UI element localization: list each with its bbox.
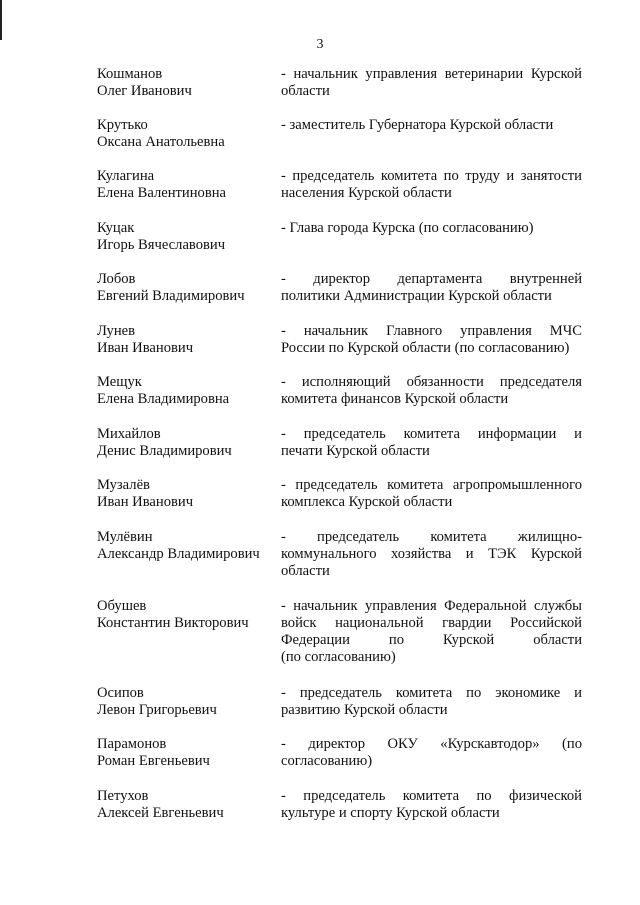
member-name [97, 788, 277, 822]
member-role [281, 788, 582, 822]
member-surname: Крутько [97, 117, 148, 133]
member-given-names: Игорь Вячеславович [97, 237, 226, 253]
role-line: войск национальной гвардии Российской [281, 615, 582, 631]
role-line: комитета финансов Курской области [281, 391, 509, 407]
role-line: - председатель комитета агропромышленного [281, 477, 582, 493]
member-surname: Куцак [97, 220, 135, 236]
member-role [281, 685, 582, 719]
member-given-names: Елена Владимировна [97, 391, 230, 407]
member-surname: Лобов [97, 271, 136, 287]
role-line: - начальник Главного управления МЧС [281, 323, 582, 339]
role-line: (по согласованию) [281, 649, 396, 665]
member-name [97, 271, 277, 305]
member-role [281, 271, 582, 305]
member-role [281, 220, 582, 237]
role-line: комплекса Курской области [281, 494, 453, 510]
member-role [281, 426, 582, 460]
member-surname: Музалёв [97, 477, 150, 493]
member-surname: Кулагина [97, 168, 155, 184]
role-line: - председатель комитета информации и [281, 426, 582, 442]
page-number: 3 [316, 37, 324, 52]
member-surname: Петухов [97, 788, 149, 804]
member-name [97, 685, 277, 719]
role-line: - заместитель Губернатора Курской области [281, 117, 554, 133]
member-given-names: Иван Иванович [97, 340, 194, 356]
member-given-names: Евгений Владимирович [97, 288, 245, 304]
role-line: культуре и спорту Курской области [281, 805, 500, 821]
member-name [97, 598, 277, 632]
member-name [97, 477, 277, 511]
role-line: - директор департамента внутренней [281, 271, 582, 287]
member-role [281, 66, 582, 100]
role-line: согласованию) [281, 753, 373, 769]
margin-mark [0, 0, 2, 40]
member-role [281, 477, 582, 511]
role-line: политики Администрации Курской области [281, 288, 552, 304]
member-name [97, 220, 277, 254]
member-given-names: Денис Владимирович [97, 443, 232, 459]
role-line: области [281, 563, 330, 579]
member-name [97, 374, 277, 408]
member-given-names: Роман Евгеньевич [97, 753, 210, 769]
role-line: населения Курской области [281, 185, 452, 201]
member-surname: Михайлов [97, 426, 161, 442]
member-name [97, 736, 277, 770]
member-surname: Парамонов [97, 736, 167, 752]
role-line: - начальник управления Федеральной службы [281, 598, 582, 614]
member-name [97, 66, 277, 100]
member-role [281, 374, 582, 408]
role-line: России по Курской области (по согласованию) [281, 340, 570, 356]
member-surname: Мулёвин [97, 529, 153, 545]
member-surname: Кошманов [97, 66, 163, 82]
member-surname: Мещук [97, 374, 142, 390]
member-name [97, 426, 277, 460]
member-name [97, 168, 277, 202]
member-given-names: Алексей Евгеньевич [97, 805, 224, 821]
member-role [281, 168, 582, 202]
member-role [281, 323, 582, 357]
member-name [97, 529, 277, 563]
member-surname: Лунев [97, 323, 136, 339]
member-surname: Осипов [97, 685, 144, 701]
role-line: - директор ОКУ «Курскавтодор» (по [281, 736, 582, 752]
role-line: - председатель комитета по физической [281, 788, 582, 804]
member-name [97, 323, 277, 357]
member-role [281, 117, 582, 134]
member-role [281, 736, 582, 770]
role-line: - председатель комитета по экономике и [281, 685, 582, 701]
role-line: печати Курской области [281, 443, 430, 459]
member-role [281, 598, 582, 666]
member-given-names: Иван Иванович [97, 494, 194, 510]
role-line: развитию Курской области [281, 702, 448, 718]
role-line: Федерации по Курской области [281, 632, 582, 648]
role-line: - председатель комитета жилищно- [281, 529, 582, 545]
member-name [97, 117, 277, 151]
member-given-names: Оксана Анатольевна [97, 134, 225, 150]
member-role [281, 529, 582, 580]
role-line: - начальник управления ветеринарии Курской [281, 66, 582, 82]
member-surname: Обушев [97, 598, 147, 614]
role-line: - Глава города Курска (по согласованию) [281, 220, 534, 236]
role-line: - председатель комитета по труду и занятости [281, 168, 582, 184]
member-given-names: Константин Викторович [97, 615, 249, 631]
role-line: коммунального хозяйства и ТЭК Курской [281, 546, 582, 562]
member-given-names: Олег Иванович [97, 83, 192, 99]
role-line: - исполняющий обязанности председателя [281, 374, 582, 390]
member-given-names: Александр Владимирович [97, 546, 260, 562]
member-given-names: Елена Валентиновна [97, 185, 226, 201]
role-line: области [281, 83, 330, 99]
member-given-names: Левон Григорьевич [97, 702, 217, 718]
